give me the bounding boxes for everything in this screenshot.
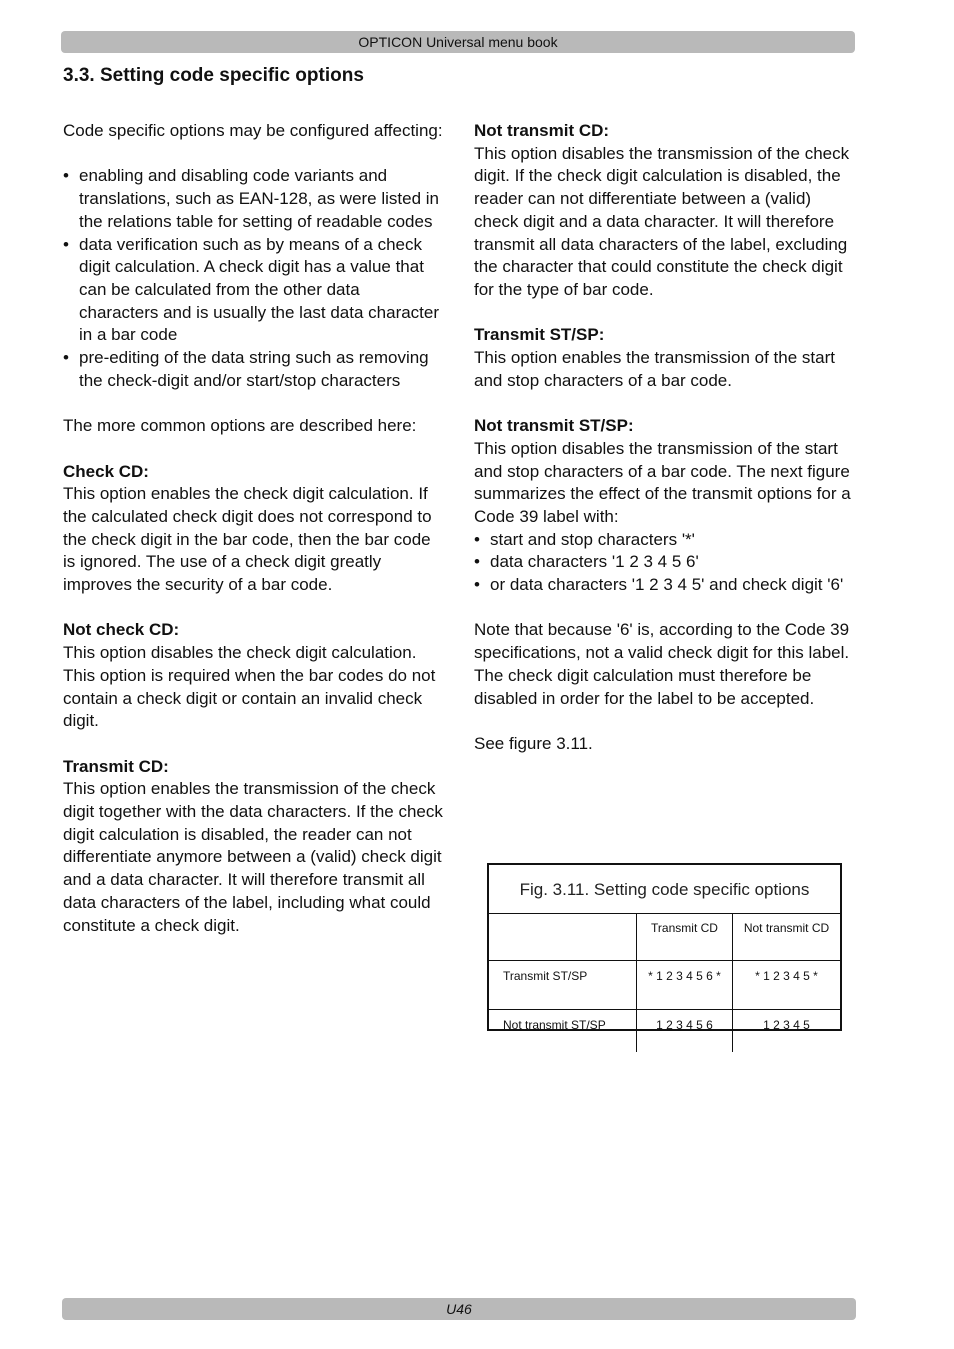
list-item: • data verification such as by means of a check digit calculation. A check digit has a value that can be calculated from the other data characters and is usually the last data character in a bar code <box>63 234 443 348</box>
check-cd-text: This option enables the check digit calculation. If the calculated check digit does not correspond to the check digit in the bar code, then the bar code is ignored. The use of a check digit greatly improves the security of a bar code. <box>63 484 432 595</box>
page-number: U46 <box>62 1298 856 1320</box>
table-row <box>489 961 840 1010</box>
not-transmit-cd-text: This option disables the transmission of the check digit. If the check digit calculation is disabled, the reader can not differentiate between a (valid) check digit and a data character. It will therefore transmit all data characters of the label, excluding the character that could constitute the check digit for the type of bar code. <box>474 143 850 299</box>
table-row-label: Transmit ST/SP <box>489 961 637 1010</box>
not-check-cd-heading: Not check CD: <box>63 620 180 640</box>
table-header-cell <box>489 914 637 961</box>
not-transmit-stsp-text: This option disables the transmission of the start and stop characters of a bar code. The next figure summarizes the effect of the transmit options for a Code 39 label with: <box>474 438 851 526</box>
code39-label-list <box>474 529 854 597</box>
page-header: OPTICON Universal menu book <box>61 31 855 53</box>
transmit-stsp-heading: Transmit ST/SP: <box>474 325 605 345</box>
table-cell: 1 2 3 4 5 <box>763 1018 810 1032</box>
table-cell: 1 2 3 4 5 6 <box>637 1010 733 1053</box>
options-list <box>63 165 443 392</box>
not-transmit-cd-heading: Not transmit CD: <box>474 121 610 140</box>
section-title: 3.3. Setting code specific options <box>63 65 364 86</box>
figure-3-11 <box>487 863 842 1031</box>
note-paragraph: Note that because '6' is, according to the Code 39 specifications, not a valid check digit for this label. The check digit calculation must therefore be disabled in order for the label to be accepted. <box>474 620 850 708</box>
table-cell: * 1 2 3 4 5 6 * <box>637 961 733 1010</box>
right-column <box>474 120 854 756</box>
list-item: • or data characters '1 2 3 4 5' and check digit '6' <box>474 574 854 597</box>
see-figure-reference: See figure 3.11. <box>474 733 593 753</box>
table-header-cell: Not transmit CD <box>733 914 841 961</box>
not-transmit-stsp-heading: Not transmit ST/SP: <box>474 416 634 436</box>
not-check-cd-text: This option disables the check digit calculation. This option is required when the bar codes do not contain a check digit or contain an invalid check digit. <box>63 643 436 731</box>
figure-table <box>489 914 840 1052</box>
table-header-cell: Transmit CD <box>637 914 733 961</box>
list-item: • pre-editing of the data string such as removing the check-digit and/or start/stop characters <box>63 347 443 392</box>
left-column <box>63 120 443 937</box>
table-header-row <box>489 914 840 961</box>
list-item: • data characters '1 2 3 4 5 6' <box>474 551 854 574</box>
table-cell: * 1 2 3 4 5 * <box>733 961 841 1010</box>
table-row <box>489 1010 840 1053</box>
transmit-cd-heading: Transmit CD: <box>63 756 169 776</box>
list-item: • start and stop characters '*' <box>474 529 854 552</box>
common-options-paragraph: The more common options are described here: <box>63 416 417 436</box>
transmit-cd-text: This option enables the transmission of the check digit together with the data characters. If the check digit calculation is disabled, the reader can not differentiate anymore between a (valid) check digit and a data character. It will therefore transmit all data characters of the label, including what could constitute a check digit. <box>63 779 443 935</box>
table-row-label: Not transmit ST/SP <box>489 1010 637 1053</box>
transmit-stsp-text: This option enables the transmission of the start and stop characters of a bar code. <box>474 348 835 390</box>
figure-caption: Fig. 3.11. Setting code specific options <box>489 865 840 914</box>
check-cd-heading: Check CD: <box>63 461 149 481</box>
list-item: • enabling and disabling code variants and translations, such as EAN-128, as were listed in the relations table for setting of readable codes <box>63 165 443 233</box>
intro-paragraph: Code specific options may be configured affecting: <box>63 121 443 140</box>
